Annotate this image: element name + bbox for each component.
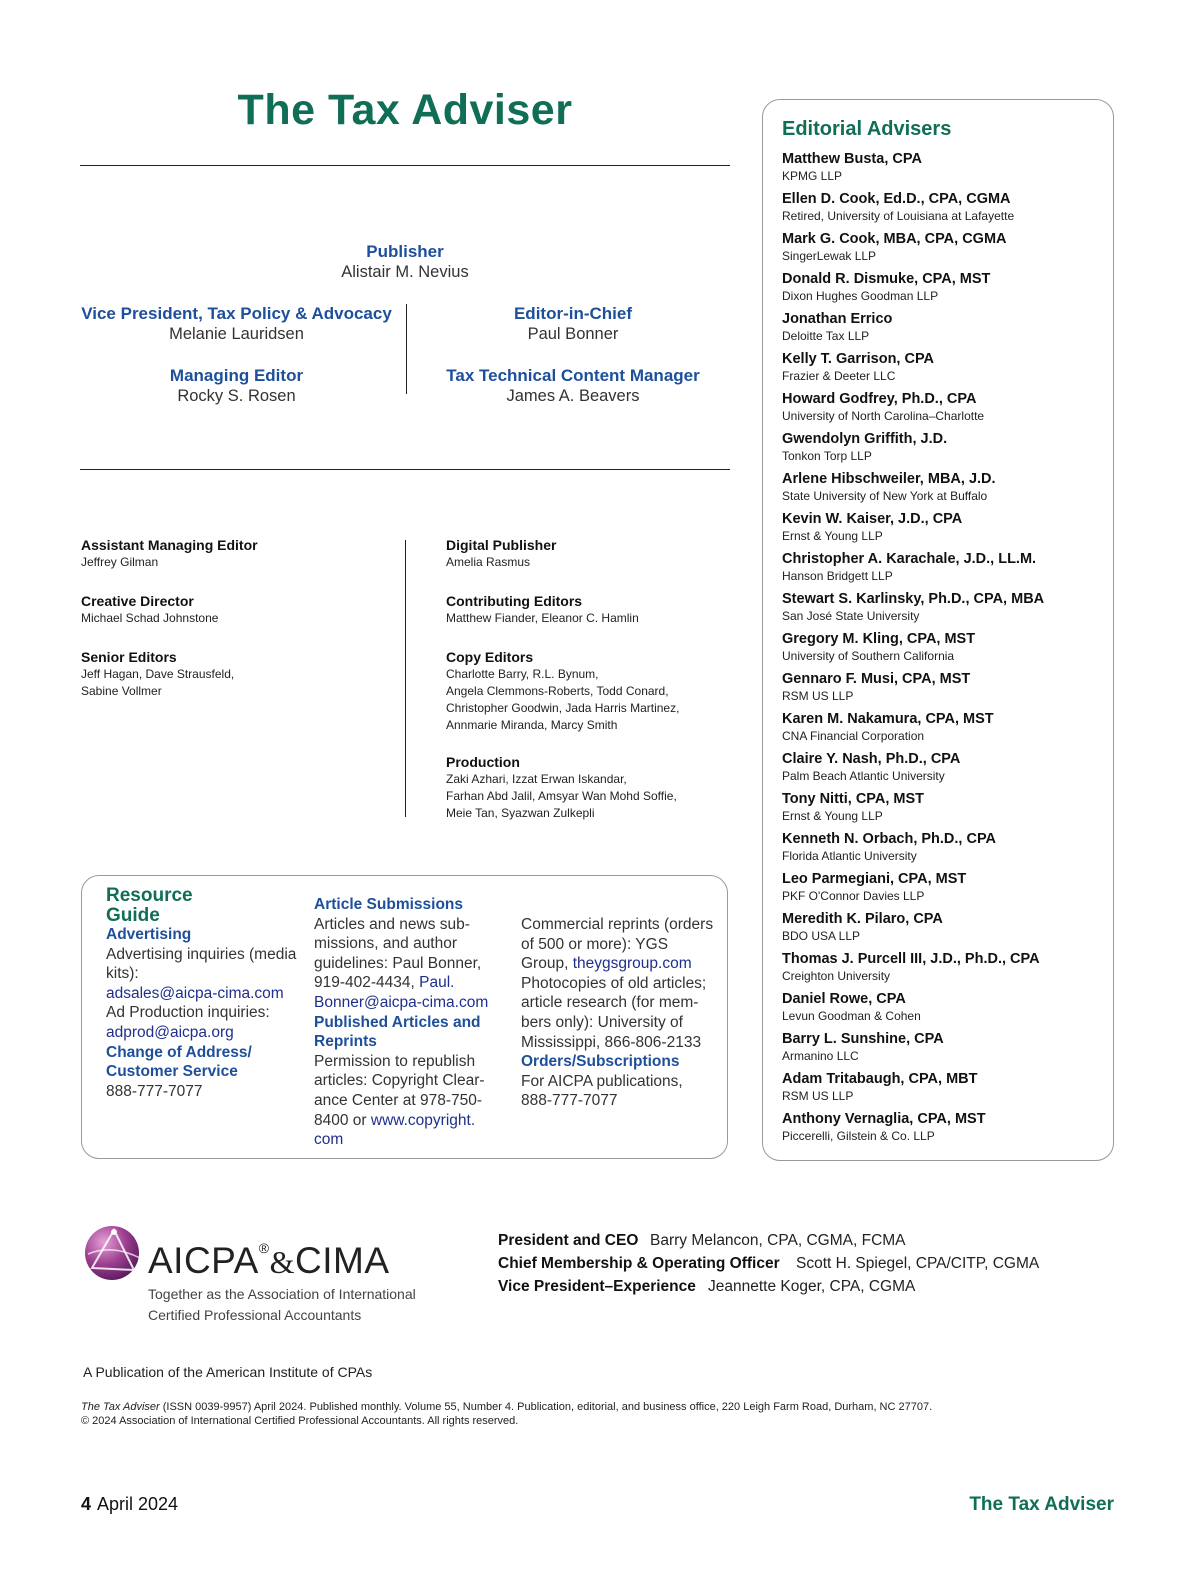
adviser-name: Donald R. Dismuke, CPA, MST bbox=[782, 271, 991, 287]
staff-names: Jeffrey Gilman bbox=[81, 555, 159, 569]
orders-phone: 888-777-7077 bbox=[521, 1092, 618, 1110]
photocopies-text: bers only): University of bbox=[521, 1013, 683, 1031]
fine-print bbox=[81, 1400, 932, 1428]
adviser-name: Kenneth N. Orbach, Ph.D., CPA bbox=[782, 831, 997, 847]
executive-row bbox=[498, 1278, 915, 1296]
staff-names: Zaki Azhari, Izzat Erwan Iskandar, bbox=[446, 772, 627, 786]
adviser-organization: PKF O'Connor Davies LLP bbox=[782, 889, 925, 903]
vp-title: Vice President, Tax Policy & Advocacy bbox=[81, 304, 392, 323]
executive-name: Barry Melancon, CPA, CGMA, FCMA bbox=[650, 1232, 906, 1249]
editorial-advisers-list bbox=[782, 150, 1044, 1150]
staff-divider bbox=[405, 540, 406, 817]
advertising-text: Advertising inquiries (media bbox=[106, 945, 297, 963]
staff-title: Digital Publisher bbox=[446, 537, 557, 553]
ttcm-title: Tax Technical Content Manager bbox=[446, 366, 700, 385]
adviser-item bbox=[782, 950, 1044, 990]
adviser-organization: Ernst & Young LLP bbox=[782, 809, 883, 823]
orders-text: For AICPA publications, bbox=[521, 1072, 683, 1090]
ad-production-text: Ad Production inquiries: bbox=[106, 1004, 270, 1022]
adviser-organization: CNA Financial Corporation bbox=[782, 729, 925, 743]
aicpa-cima-wordmark bbox=[148, 1240, 390, 1282]
phone-text: 919-402-4434, bbox=[314, 974, 420, 992]
executive-row bbox=[498, 1255, 1039, 1273]
customer-service-phone: 888-777-7077 bbox=[106, 1082, 203, 1100]
adviser-name: Matthew Busta, CPA bbox=[782, 151, 922, 167]
eic-block bbox=[410, 303, 736, 345]
editorial-advisers-box bbox=[762, 99, 1114, 1161]
staff-names: Farhan Abd Jalil, Amsyar Wan Mohd Soffie, bbox=[446, 789, 677, 803]
staff-item bbox=[81, 537, 391, 571]
adviser-organization: University of Southern California bbox=[782, 649, 955, 663]
reprints-heading: Reprints bbox=[314, 1033, 377, 1051]
vp-block bbox=[70, 303, 403, 345]
resource-guide-col-3 bbox=[521, 915, 721, 1111]
publisher-title: Publisher bbox=[366, 242, 444, 261]
executive-title: Chief Membership & Operating Officer bbox=[498, 1255, 780, 1272]
publisher-block bbox=[230, 241, 580, 283]
adviser-organization: Hanson Bridgett LLP bbox=[782, 569, 893, 583]
staff-item bbox=[446, 593, 736, 627]
adviser-name: Gregory M. Kling, CPA, MST bbox=[782, 631, 976, 647]
adviser-name: Leo Parmegiani, CPA, MST bbox=[782, 871, 967, 887]
logo-tagline bbox=[148, 1284, 416, 1326]
staff-names: Charlotte Barry, R.L. Bynum, bbox=[446, 667, 599, 681]
adviser-name: Kelly T. Garrison, CPA bbox=[782, 351, 935, 367]
footer-title: The Tax Adviser bbox=[969, 1494, 1114, 1515]
adviser-organization: San José State University bbox=[782, 609, 920, 623]
eic-name: Paul Bonner bbox=[527, 325, 619, 343]
resource-guide-box bbox=[81, 875, 728, 1159]
masthead-rule-top bbox=[80, 165, 730, 166]
masthead-title: The Tax Adviser bbox=[237, 86, 573, 134]
managing-editor-name: Rocky S. Rosen bbox=[177, 387, 296, 405]
phone-text: 8400 or bbox=[314, 1111, 371, 1129]
article-submissions-text: missions, and author bbox=[314, 935, 458, 953]
page-number: 4 bbox=[81, 1494, 92, 1514]
executive-name: Jeannette Koger, CPA, CGMA bbox=[708, 1278, 916, 1295]
adviser-name: Claire Y. Nash, Ph.D., CPA bbox=[782, 751, 961, 767]
managing-editor-title: Managing Editor bbox=[169, 366, 304, 385]
adviser-name: Stewart S. Karlinsky, Ph.D., CPA, MBA bbox=[782, 591, 1045, 607]
staff-names: Christopher Goodwin, Jada Harris Martinez, bbox=[446, 701, 680, 715]
staff-names: Meie Tan, Syazwan Zulkepli bbox=[446, 806, 595, 820]
resource-guide-col-1 bbox=[106, 886, 301, 1101]
staff-names: Amelia Rasmus bbox=[446, 555, 531, 569]
adviser-item bbox=[782, 470, 1044, 510]
adviser-organization: RSM US LLP bbox=[782, 689, 854, 703]
adviser-name: Tony Nitti, CPA, MST bbox=[782, 791, 925, 807]
ygs-link[interactable]: theygsgroup.com bbox=[572, 955, 692, 973]
staff-names: Michael Schad Johnstone bbox=[81, 611, 219, 625]
executive-name: Scott H. Spiegel, CPA/CITP, CGMA bbox=[796, 1255, 1040, 1272]
adviser-name: Mark G. Cook, MBA, CPA, CGMA bbox=[782, 231, 1007, 247]
adviser-item bbox=[782, 990, 1044, 1030]
masthead-rule-bottom bbox=[80, 469, 730, 470]
issue-date: April 2024 bbox=[97, 1494, 179, 1514]
adviser-name: Thomas J. Purcell III, J.D., Ph.D., CPA bbox=[782, 951, 1040, 967]
staff-item bbox=[446, 754, 736, 822]
article-submissions-text: Articles and news sub- bbox=[314, 915, 470, 933]
adviser-item bbox=[782, 910, 1044, 950]
adviser-name: Howard Godfrey, Ph.D., CPA bbox=[782, 391, 977, 407]
adviser-organization: BDO USA LLP bbox=[782, 929, 861, 943]
logo-tagline-line: Together as the Association of International bbox=[148, 1286, 416, 1302]
article-submissions-heading: Article Submissions bbox=[314, 896, 464, 913]
staff-title: Senior Editors bbox=[81, 649, 177, 665]
executive-title: Vice President–Experience bbox=[498, 1278, 696, 1295]
adviser-name: Arlene Hibschweiler, MBA, J.D. bbox=[782, 471, 996, 487]
bonner-email-link-cont[interactable]: Bonner@aicpa-cima.com bbox=[314, 993, 489, 1011]
staff-names: Angela Clemmons-Roberts, Todd Conard, bbox=[446, 684, 669, 698]
published-articles-text: articles: Copyright Clear- bbox=[314, 1072, 485, 1090]
adviser-item bbox=[782, 870, 1044, 910]
adviser-item bbox=[782, 630, 1044, 670]
fine-print-title: The Tax Adviser bbox=[81, 1401, 160, 1413]
adviser-item bbox=[782, 310, 1044, 350]
adviser-item bbox=[782, 1070, 1044, 1110]
resource-guide-title: Resource bbox=[106, 885, 193, 906]
adviser-organization: Retired, University of Louisiana at Lafayette bbox=[782, 209, 1015, 223]
adsales-email-link[interactable]: adsales@aicpa-cima.com bbox=[106, 984, 284, 1002]
adviser-organization: Deloitte Tax LLP bbox=[782, 329, 870, 343]
ttcm-block bbox=[410, 365, 736, 407]
published-articles-heading: Published Articles and bbox=[314, 1013, 481, 1031]
bonner-email-link[interactable]: Paul. bbox=[419, 974, 455, 992]
adviser-organization: Tonkon Torp LLP bbox=[782, 449, 872, 463]
adviser-name: Ellen D. Cook, Ed.D., CPA, CGMA bbox=[782, 191, 1011, 207]
orders-heading: Orders/Subscriptions bbox=[521, 1053, 680, 1071]
adviser-item bbox=[782, 750, 1044, 790]
adviser-item bbox=[782, 1110, 1044, 1150]
staff-title: Contributing Editors bbox=[446, 593, 583, 609]
reprints-text: of 500 or more): YGS bbox=[521, 935, 669, 953]
adviser-name: Daniel Rowe, CPA bbox=[782, 991, 906, 1007]
ttcm-name: James A. Beavers bbox=[506, 387, 640, 405]
aicpa-cima-logo-icon bbox=[82, 1222, 144, 1284]
change-address-heading: Change of Address/ bbox=[106, 1043, 252, 1061]
adviser-name: Gennaro F. Musi, CPA, MST bbox=[782, 671, 971, 687]
adviser-name: Karen M. Nakamura, CPA, MST bbox=[782, 711, 994, 727]
fine-print-text: (ISSN 0039-9957) April 2024. Published monthly. Volume 55, Number 4. Publication, editorial, and business office, 220 Leigh Farm Road, Durham, NC 27707. bbox=[159, 1401, 933, 1413]
executive-title: President and CEO bbox=[498, 1232, 639, 1249]
adviser-item bbox=[782, 550, 1044, 590]
reprints-text: Group, bbox=[521, 955, 573, 973]
adviser-organization: Levun Goodman & Cohen bbox=[782, 1009, 921, 1023]
adviser-name: Barry L. Sunshine, CPA bbox=[782, 1031, 944, 1047]
adviser-item bbox=[782, 510, 1044, 550]
copyright-link-cont[interactable]: com bbox=[314, 1131, 344, 1149]
staff-item bbox=[81, 649, 391, 700]
adviser-organization: Ernst & Young LLP bbox=[782, 529, 883, 543]
published-articles-text: ance Center at 978-750- bbox=[314, 1091, 483, 1109]
reprints-text: Commercial reprints (orders bbox=[521, 916, 714, 933]
adviser-item bbox=[782, 430, 1044, 470]
article-submissions-text: guidelines: Paul Bonner, bbox=[314, 954, 482, 972]
staff-names: Annmarie Miranda, Marcy Smith bbox=[446, 718, 618, 732]
copyright-line bbox=[314, 1111, 514, 1131]
adviser-item bbox=[782, 230, 1044, 270]
adviser-item bbox=[782, 150, 1044, 190]
adviser-item bbox=[782, 670, 1044, 710]
staff-title: Copy Editors bbox=[446, 649, 534, 665]
adviser-name: Kevin W. Kaiser, J.D., CPA bbox=[782, 511, 963, 527]
adviser-name: Anthony Vernaglia, CPA, MST bbox=[782, 1111, 986, 1127]
adviser-item bbox=[782, 190, 1044, 230]
adviser-name: Christopher A. Karachale, J.D., LL.M. bbox=[782, 551, 1037, 567]
advertising-text: kits): bbox=[106, 965, 139, 983]
adviser-item bbox=[782, 1030, 1044, 1070]
managing-editor-block bbox=[70, 365, 403, 407]
vp-name: Melanie Lauridsen bbox=[169, 325, 304, 343]
staff-title: Creative Director bbox=[81, 593, 194, 609]
staff-item bbox=[446, 537, 736, 571]
adviser-organization: RSM US LLP bbox=[782, 1089, 854, 1103]
publication-line: A Publication of the American Institute of CPAs bbox=[83, 1364, 373, 1380]
fine-print-line-2: © 2024 Association of International Certified Professional Accountants. All rights reserved. bbox=[81, 1415, 519, 1427]
staff-names: Sabine Vollmer bbox=[81, 684, 162, 698]
adviser-item bbox=[782, 830, 1044, 870]
article-submissions-contact bbox=[314, 973, 514, 993]
adviser-organization: Creighton University bbox=[782, 969, 891, 983]
leadership-divider bbox=[406, 304, 407, 394]
aicpa-word: AICPA bbox=[148, 1240, 259, 1281]
photocopies-text: Mississippi, 866-806-2133 bbox=[521, 1033, 702, 1051]
logo-tagline-line: Certified Professional Accountants bbox=[148, 1307, 362, 1323]
fine-print-line-1 bbox=[81, 1400, 932, 1414]
reprints-group-line bbox=[521, 954, 721, 974]
adviser-item bbox=[782, 710, 1044, 750]
adviser-item bbox=[782, 350, 1044, 390]
staff-names: Matthew Fiander, Eleanor C. Hamlin bbox=[446, 611, 639, 625]
adviser-organization: University of North Carolina–Charlotte bbox=[782, 409, 985, 423]
adviser-name: Gwendolyn Griffith, J.D. bbox=[782, 431, 948, 447]
staff-names: Jeff Hagan, Dave Strausfeld, bbox=[81, 667, 235, 681]
resource-guide-title-2: Guide bbox=[106, 904, 160, 926]
page-folio bbox=[81, 1494, 178, 1515]
adviser-name: Meredith K. Pilaro, CPA bbox=[782, 911, 943, 927]
adviser-name: Jonathan Errico bbox=[782, 311, 893, 327]
copyright-link[interactable]: www.copyright. bbox=[370, 1111, 476, 1129]
publisher-name: Alistair M. Nevius bbox=[341, 263, 469, 281]
resource-guide-col-2 bbox=[314, 895, 514, 1150]
adviser-item bbox=[782, 590, 1044, 630]
adviser-organization: Palm Beach Atlantic University bbox=[782, 769, 945, 783]
staff-item bbox=[81, 593, 391, 627]
advertising-heading: Advertising bbox=[106, 926, 192, 943]
adviser-organization: State University of New York at Buffalo bbox=[782, 489, 988, 503]
adviser-item bbox=[782, 270, 1044, 310]
adviser-item bbox=[782, 790, 1044, 830]
published-articles-text: Permission to republish bbox=[314, 1052, 476, 1070]
adviser-organization: KPMG LLP bbox=[782, 169, 843, 183]
staff-title: Assistant Managing Editor bbox=[81, 537, 258, 553]
customer-service-heading: Customer Service bbox=[106, 1063, 238, 1081]
ampersand: & bbox=[269, 1244, 296, 1280]
adviser-organization: Piccerelli, Gilstein & Co. LLP bbox=[782, 1129, 935, 1143]
adviser-item bbox=[782, 390, 1044, 430]
cima-word: CIMA bbox=[295, 1240, 390, 1281]
photocopies-text: Photocopies of old articles; bbox=[521, 974, 707, 992]
executive-row bbox=[498, 1232, 906, 1250]
staff-left-column bbox=[81, 537, 391, 717]
photocopies-text: article research (for mem- bbox=[521, 994, 699, 1012]
adprod-email-link[interactable]: adprod@aicpa.org bbox=[106, 1023, 234, 1041]
staff-right-column bbox=[446, 537, 736, 839]
editorial-advisers-title: Editorial Advisers bbox=[782, 118, 952, 140]
adviser-organization: Armanino LLC bbox=[782, 1049, 859, 1063]
eic-title: Editor-in-Chief bbox=[513, 304, 633, 323]
adviser-organization: Frazier & Deeter LLC bbox=[782, 369, 896, 383]
adviser-name: Adam Tritabaugh, CPA, MBT bbox=[782, 1071, 978, 1087]
adviser-organization: SingerLewak LLP bbox=[782, 249, 877, 263]
registered-mark: ® bbox=[258, 1240, 270, 1256]
adviser-organization: Dixon Hughes Goodman LLP bbox=[782, 289, 939, 303]
staff-item bbox=[446, 649, 736, 734]
staff-title: Production bbox=[446, 754, 520, 770]
adviser-organization: Florida Atlantic University bbox=[782, 849, 917, 863]
